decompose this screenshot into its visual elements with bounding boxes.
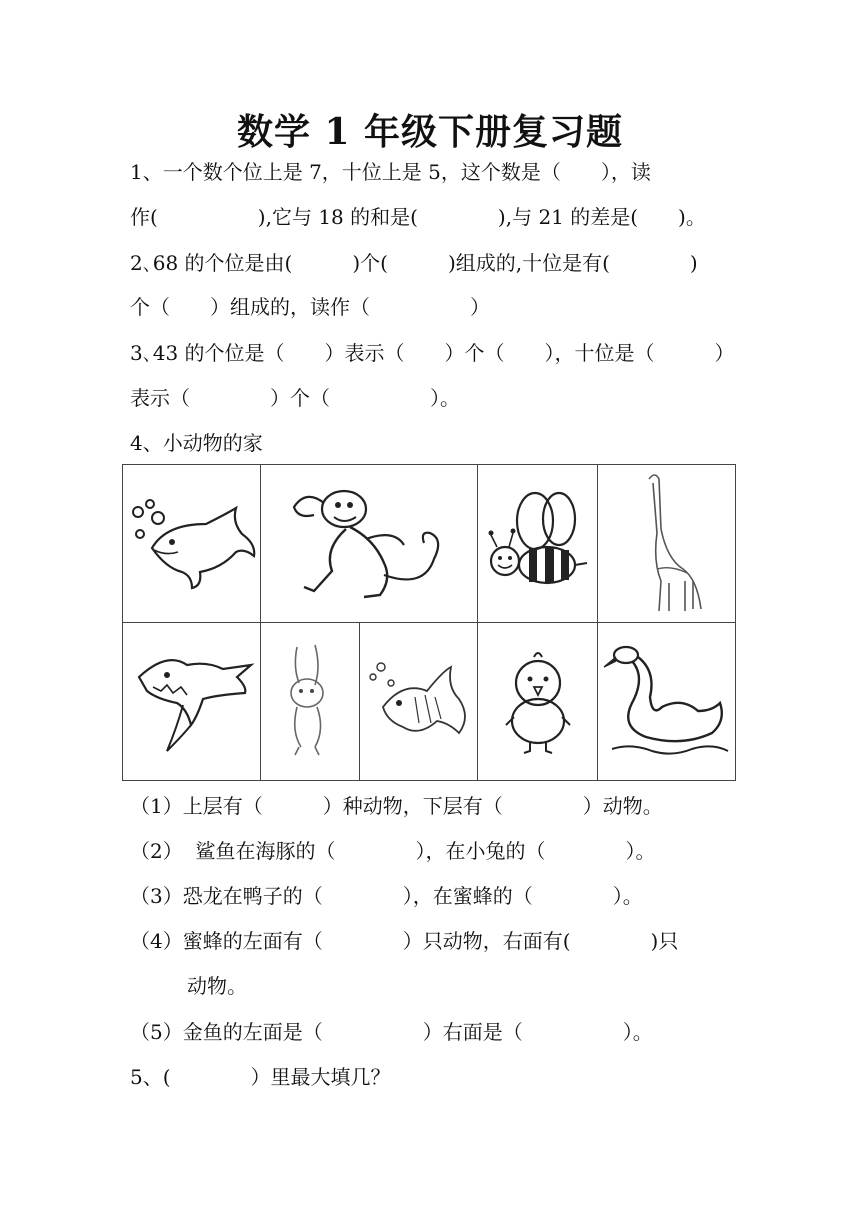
cell-monkey [261, 465, 478, 623]
cell-bee [478, 465, 598, 623]
goldfish-icon [363, 657, 475, 747]
question-3-line-2: 表示（ ）个（ ）。 [130, 386, 460, 410]
bee-icon [483, 489, 593, 599]
question-3-line-1: 3､43 的个位是（ ）表示（ ）个（ ），十位是（ ） [130, 341, 735, 365]
question-5-line-1: 5、( ）里最大填几？ [130, 1065, 391, 1089]
question-4-sub-1: （1）上层有（ ）种动物，下层有（ ）动物。 [130, 794, 663, 818]
dinosaur-icon [627, 469, 707, 619]
cell-dolphin [123, 465, 261, 623]
question-2-line-2: 个（ ）组成的，读作（ ） [130, 295, 490, 319]
animal-grid-top-row [123, 465, 736, 623]
animal-grid-bottom-row [123, 623, 736, 781]
animal-grid [122, 464, 736, 781]
question-4-sub-4-line-2: 动物。 [187, 974, 247, 998]
question-4-heading: 4、小动物的家 [130, 431, 263, 455]
cell-shark [123, 623, 261, 781]
cell-goldfish [360, 623, 478, 780]
cell-swan [598, 623, 736, 781]
cell-dinosaur [598, 465, 736, 623]
cell-rabbit-goldfish [261, 623, 478, 781]
page-title: 数学 1 年级下册复习题 [236, 111, 624, 153]
question-2-line-1: 2､68 的个位是由( )个( )组成的,十位是有( ) [130, 251, 698, 275]
swan-icon [602, 637, 732, 767]
rabbit-icon [275, 637, 345, 767]
chick-icon [498, 647, 578, 757]
question-4-sub-3: （3）恐龙在鸭子的（ ），在蜜蜂的（ ）。 [130, 884, 643, 908]
shark-icon [127, 647, 257, 757]
question-1-line-1: 1、一个数个位上是 7，十位上是 5，这个数是（ ），读 [130, 160, 651, 184]
dolphin-icon [126, 494, 258, 594]
question-4-sub-2: （2） 鲨鱼在海豚的（ ），在小兔的（ ）。 [130, 839, 656, 863]
question-4-sub-4-line-1: （4）蜜蜂的左面有（ ）只动物，右面有( )只 [130, 929, 679, 953]
question-1-line-2: 作( ),它与 18 的和是( ),与 21 的差是( )。 [130, 205, 706, 229]
split-cell [261, 623, 477, 780]
cell-chick [478, 623, 598, 781]
monkey-icon [284, 479, 454, 609]
cell-rabbit [261, 623, 360, 780]
question-4-sub-5: （5）金鱼的左面是（ ）右面是（ ）。 [130, 1020, 653, 1044]
